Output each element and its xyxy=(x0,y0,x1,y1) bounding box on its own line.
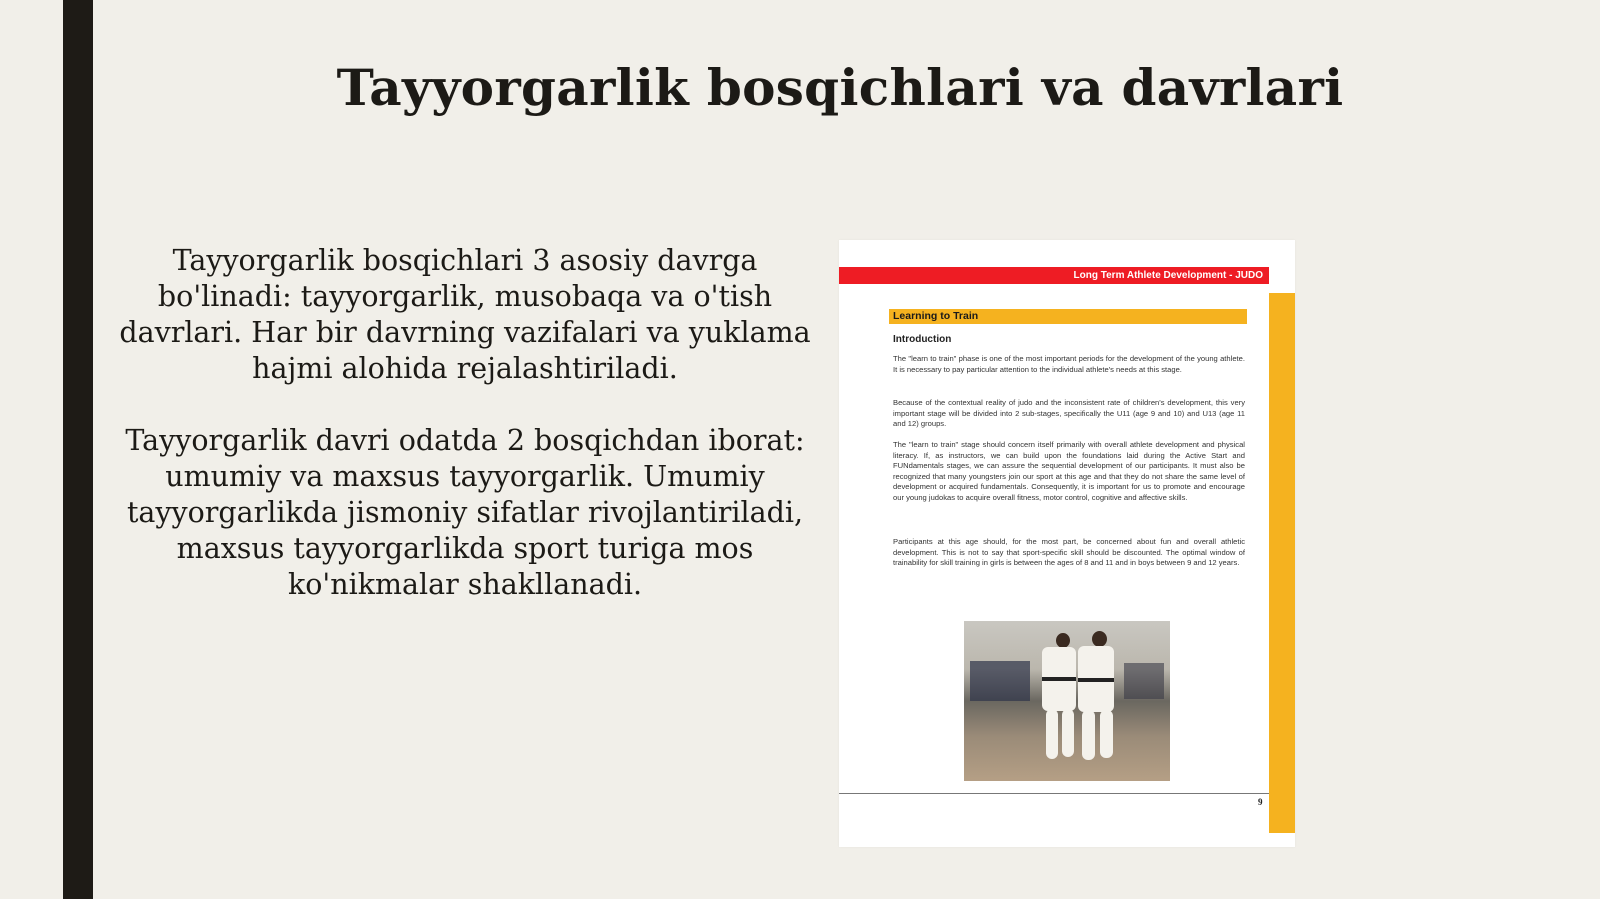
document-paragraph-1: The "learn to train" phase is one of the most important periods for the development of the young athlete. It is necessary to pay particular attention to the individual athlete's needs at this stage. xyxy=(893,354,1245,374)
document-section-heading: Learning to Train xyxy=(889,309,1247,324)
document-intro-heading: Introduction xyxy=(893,334,952,345)
document-paragraph-3: The "learn to train" stage should concern itself primarily with overall athlete development and physical literacy. If, as instructors, we can build upon the foundations laid during the Active Start and FUNdamentals stages, we can assure the sequential development of our participants. It must also be recognized that many youngsters join our sport at this age and that they do not share the same level of development or acquired fundamentals. Consequently, it is important for us to promote and encourage our young judokas to acquire overall fitness, motor control, cognitive and affective skills. xyxy=(893,440,1245,502)
document-paragraph-4: Participants at this age should, for the most part, be concerned about fun and overall athletic development. This is not to say that sport-specific skill should be discounted. The optimal window of trainability for skill training in girls is between the ages of 8 and 11 and in boys between 9 and 12 years. xyxy=(893,537,1245,567)
document-page-image xyxy=(839,240,1295,847)
document-page-number: 9 xyxy=(1258,797,1263,807)
slide-title: Tayyorgarlik bosqichlari va davrlari xyxy=(336,58,1344,117)
left-accent-bar xyxy=(63,0,93,899)
document-header-banner: Long Term Athlete Development - JUDO xyxy=(839,267,1269,284)
document-footer-rule xyxy=(839,793,1269,794)
body-paragraph-2: Tayyorgarlik davri odatda 2 bosqichdan iborat: umumiy va maxsus tayyorgarlik. Umumiy tayyorgarlikda jismoniy sifatlar rivojlantiriladi, maxsus tayyorgarlikda sport turiga mos ko'nikmalar shakllanadi. xyxy=(125,424,805,601)
document-side-stripe xyxy=(1269,293,1295,833)
body-paragraph-1: Tayyorgarlik bosqichlari 3 asosiy davrga bo'linadi: tayyorgarlik, musobaqa va o'tish davrlari. Har bir davrning vazifalari va yuklama hajmi alohida rejalashtiriladi. xyxy=(119,244,811,385)
judo-photo xyxy=(964,621,1170,781)
document-paragraph-2: Because of the contextual reality of judo and the inconsistent rate of children's development, this very important stage will be divided into 2 sub-stages, specifically the U11 (age 9 and 10) and U13 (age 11 and 12) groups. xyxy=(893,398,1245,428)
slide-body xyxy=(110,243,820,639)
